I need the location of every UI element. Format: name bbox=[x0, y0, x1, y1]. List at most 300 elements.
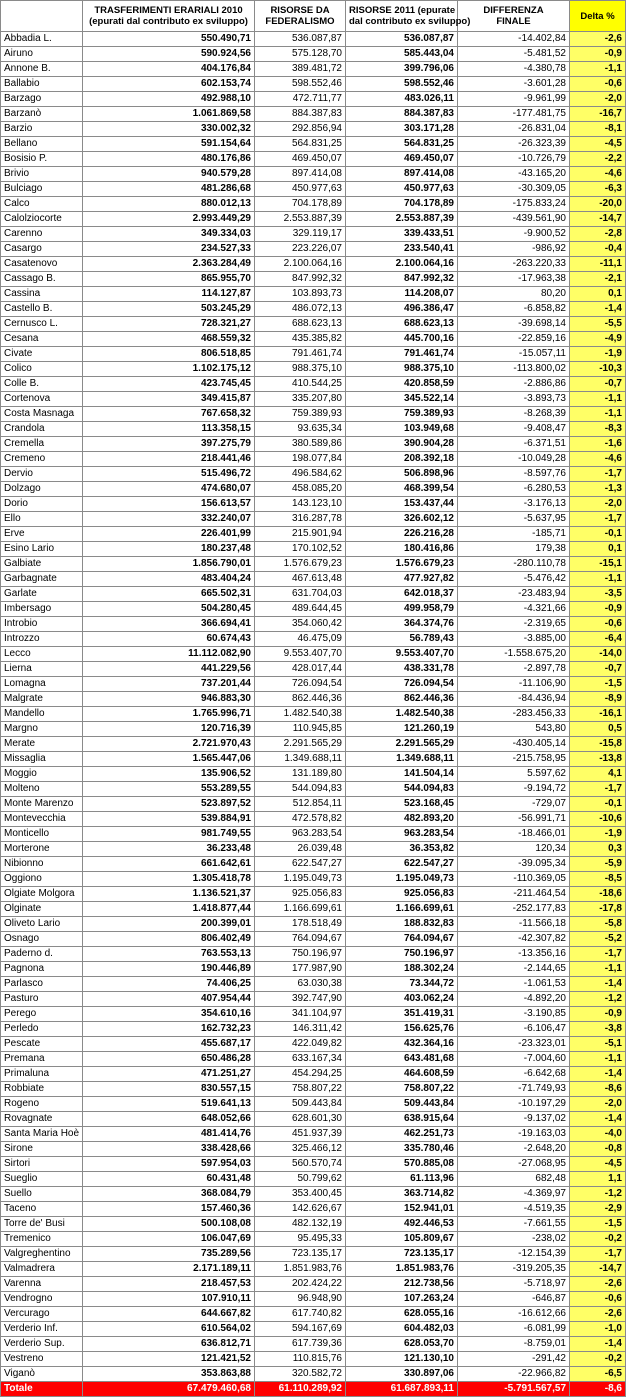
cell-delta-percent: -1,4 bbox=[570, 1112, 626, 1127]
cell-risorse-federalismo: 884.387,83 bbox=[255, 107, 346, 122]
cell-trasferimenti-2010: 492.988,10 bbox=[83, 92, 255, 107]
cell-comune: Bellano bbox=[1, 137, 83, 152]
cell-trasferimenti-2010: 763.553,13 bbox=[83, 947, 255, 962]
cell-risorse-2011: 598.552,46 bbox=[346, 77, 458, 92]
cell-trasferimenti-2010: 332.240,07 bbox=[83, 512, 255, 527]
cell-trasferimenti-2010: 728.321,27 bbox=[83, 317, 255, 332]
cell-comune: Dolzago bbox=[1, 482, 83, 497]
cell-trasferimenti-2010: 644.667,82 bbox=[83, 1307, 255, 1322]
table-row bbox=[1, 1367, 626, 1382]
table-row bbox=[1, 212, 626, 227]
cell-risorse-federalismo: 103.893,73 bbox=[255, 287, 346, 302]
cell-risorse-federalismo: 202.424,22 bbox=[255, 1277, 346, 1292]
cell-differenza-finale: -3.893,73 bbox=[458, 392, 570, 407]
cell-delta-percent: -8,5 bbox=[570, 872, 626, 887]
cell-trasferimenti-2010: 36.233,48 bbox=[83, 842, 255, 857]
cell-risorse-2011: 61.113,96 bbox=[346, 1172, 458, 1187]
cell-comune: Introbio bbox=[1, 617, 83, 632]
cell-trasferimenti-2010: 503.245,29 bbox=[83, 302, 255, 317]
cell-trasferimenti-2010: 397.275,79 bbox=[83, 437, 255, 452]
cell-comune: Olginate bbox=[1, 902, 83, 917]
cell-risorse-2011: 758.807,22 bbox=[346, 1082, 458, 1097]
cell-delta-percent: -5,8 bbox=[570, 917, 626, 932]
cell-comune: Lierna bbox=[1, 662, 83, 677]
cell-risorse-federalismo: 847.992,32 bbox=[255, 272, 346, 287]
cell-risorse-2011: 791.461,74 bbox=[346, 347, 458, 362]
cell-trasferimenti-2010: 1.565.447,06 bbox=[83, 752, 255, 767]
cell-trasferimenti-2010: 113.358,15 bbox=[83, 422, 255, 437]
cell-delta-percent: -1,1 bbox=[570, 392, 626, 407]
cell-differenza-finale: -56.991,71 bbox=[458, 812, 570, 827]
table-row bbox=[1, 1322, 626, 1337]
cell-differenza-finale: -9.900,52 bbox=[458, 227, 570, 242]
cell-risorse-2011: 477.927,82 bbox=[346, 572, 458, 587]
cell-risorse-federalismo: 341.104,97 bbox=[255, 1007, 346, 1022]
table-row bbox=[1, 1337, 626, 1352]
cell-risorse-federalismo: 143.123,10 bbox=[255, 497, 346, 512]
cell-risorse-2011: 226.216,28 bbox=[346, 527, 458, 542]
cell-risorse-federalismo: 110.945,85 bbox=[255, 722, 346, 737]
cell-comune: Parlasco bbox=[1, 977, 83, 992]
cell-risorse-2011: 764.094,67 bbox=[346, 932, 458, 947]
cell-delta-percent: -0,4 bbox=[570, 242, 626, 257]
cell-delta-percent: -15,1 bbox=[570, 557, 626, 572]
table-row bbox=[1, 227, 626, 242]
cell-differenza-finale: -9.137,02 bbox=[458, 1112, 570, 1127]
cell-delta-percent: -2,6 bbox=[570, 1277, 626, 1292]
cell-risorse-2011: 884.387,83 bbox=[346, 107, 458, 122]
cell-trasferimenti-2010: 500.108,08 bbox=[83, 1217, 255, 1232]
table-row bbox=[1, 1292, 626, 1307]
cell-risorse-2011: 141.504,14 bbox=[346, 767, 458, 782]
cell-delta-percent: -2,6 bbox=[570, 1307, 626, 1322]
cell-risorse-federalismo: 2.553.887,39 bbox=[255, 212, 346, 227]
cell-comune: Dorio bbox=[1, 497, 83, 512]
cell-differenza-finale: -2.144,65 bbox=[458, 962, 570, 977]
table-row bbox=[1, 947, 626, 962]
cell-delta-percent: -1,1 bbox=[570, 572, 626, 587]
cell-differenza-finale: -9.961,99 bbox=[458, 92, 570, 107]
cell-risorse-federalismo: 131.189,80 bbox=[255, 767, 346, 782]
cell-trasferimenti-2010: 366.694,41 bbox=[83, 617, 255, 632]
cell-comune: Sueglio bbox=[1, 1172, 83, 1187]
table-row bbox=[1, 1262, 626, 1277]
cell-differenza-finale: -1.061,53 bbox=[458, 977, 570, 992]
cell-comune: Calco bbox=[1, 197, 83, 212]
cell-delta-percent: -10,6 bbox=[570, 812, 626, 827]
cell-risorse-2011: 36.353,82 bbox=[346, 842, 458, 857]
table-row bbox=[1, 152, 626, 167]
cell-risorse-2011: 570.885,08 bbox=[346, 1157, 458, 1172]
cell-delta-percent: -3,8 bbox=[570, 1022, 626, 1037]
cell-risorse-federalismo: 759.389,93 bbox=[255, 407, 346, 422]
cell-risorse-federalismo: 320.582,72 bbox=[255, 1367, 346, 1382]
cell-comune: Torre de' Busi bbox=[1, 1217, 83, 1232]
cell-risorse-2011: 364.374,76 bbox=[346, 617, 458, 632]
cell-delta-percent: -5,1 bbox=[570, 1037, 626, 1052]
cell-trasferimenti-2010: 330.002,32 bbox=[83, 122, 255, 137]
cell-trasferimenti-2010: 471.251,27 bbox=[83, 1067, 255, 1082]
cell-risorse-federalismo: 177.987,90 bbox=[255, 962, 346, 977]
cell-risorse-federalismo: 633.167,34 bbox=[255, 1052, 346, 1067]
cell-comune: Cesana bbox=[1, 332, 83, 347]
cell-risorse-2011: 403.062,24 bbox=[346, 992, 458, 1007]
header-trasferimenti-2010 bbox=[83, 1, 255, 32]
cell-differenza-finale: -430.405,14 bbox=[458, 737, 570, 752]
cell-trasferimenti-2010: 590.924,56 bbox=[83, 47, 255, 62]
cell-delta-percent: 0,1 bbox=[570, 287, 626, 302]
cell-risorse-federalismo: 897.414,08 bbox=[255, 167, 346, 182]
cell-risorse-2011: 121.260,19 bbox=[346, 722, 458, 737]
cell-risorse-federalismo: 1.851.983,76 bbox=[255, 1262, 346, 1277]
cell-comune: Introzzo bbox=[1, 632, 83, 647]
cell-differenza-finale: -18.466,01 bbox=[458, 827, 570, 842]
cell-trasferimenti-2010: 441.229,56 bbox=[83, 662, 255, 677]
cell-delta-percent: 0,5 bbox=[570, 722, 626, 737]
table-row bbox=[1, 572, 626, 587]
cell-comune: Monte Marenzo bbox=[1, 797, 83, 812]
cell-differenza-finale: -5.791.567,57 bbox=[458, 1382, 570, 1397]
cell-risorse-federalismo: 63.030,38 bbox=[255, 977, 346, 992]
cell-differenza-finale: -71.749,93 bbox=[458, 1082, 570, 1097]
cell-risorse-2011: 862.446,36 bbox=[346, 692, 458, 707]
cell-differenza-finale: -283.456,33 bbox=[458, 707, 570, 722]
cell-trasferimenti-2010: 121.421,52 bbox=[83, 1352, 255, 1367]
cell-differenza-finale: -2.897,78 bbox=[458, 662, 570, 677]
cell-trasferimenti-2010: 107.910,11 bbox=[83, 1292, 255, 1307]
cell-risorse-federalismo: 26.039,48 bbox=[255, 842, 346, 857]
cell-differenza-finale: -215.758,95 bbox=[458, 752, 570, 767]
cell-risorse-federalismo: 617.740,82 bbox=[255, 1307, 346, 1322]
cell-comune: Sirone bbox=[1, 1142, 83, 1157]
cell-delta-percent: -3,5 bbox=[570, 587, 626, 602]
cell-trasferimenti-2010: 218.457,53 bbox=[83, 1277, 255, 1292]
header-row bbox=[1, 1, 626, 32]
cell-comune: Cassina bbox=[1, 287, 83, 302]
cell-risorse-federalismo: 512.854,11 bbox=[255, 797, 346, 812]
table-row bbox=[1, 482, 626, 497]
cell-risorse-2011: 496.386,47 bbox=[346, 302, 458, 317]
table-row bbox=[1, 1082, 626, 1097]
cell-trasferimenti-2010: 180.237,48 bbox=[83, 542, 255, 557]
cell-risorse-2011: 704.178,89 bbox=[346, 197, 458, 212]
table-row bbox=[1, 977, 626, 992]
cell-risorse-2011: 1.349.688,11 bbox=[346, 752, 458, 767]
cell-risorse-federalismo: 509.443,84 bbox=[255, 1097, 346, 1112]
cell-delta-percent: -8,9 bbox=[570, 692, 626, 707]
cell-risorse-federalismo: 704.178,89 bbox=[255, 197, 346, 212]
cell-delta-percent: -1,4 bbox=[570, 1337, 626, 1352]
cell-delta-percent: -5,9 bbox=[570, 857, 626, 872]
cell-trasferimenti-2010: 735.289,56 bbox=[83, 1247, 255, 1262]
cell-delta-percent: -15,8 bbox=[570, 737, 626, 752]
cell-trasferimenti-2010: 830.557,15 bbox=[83, 1082, 255, 1097]
cell-risorse-2011: 1.576.679,23 bbox=[346, 557, 458, 572]
table-row bbox=[1, 272, 626, 287]
cell-differenza-finale: -30.309,05 bbox=[458, 182, 570, 197]
cell-risorse-2011: 208.392,18 bbox=[346, 452, 458, 467]
cell-risorse-federalismo: 594.167,69 bbox=[255, 1322, 346, 1337]
cell-differenza-finale: -6.858,82 bbox=[458, 302, 570, 317]
table-row bbox=[1, 347, 626, 362]
table-row bbox=[1, 47, 626, 62]
header-trasferimenti-line1: TRASFERIMENTI ERARIALI 2010 bbox=[94, 5, 243, 16]
cell-comune: Carenno bbox=[1, 227, 83, 242]
cell-risorse-federalismo: 560.570,74 bbox=[255, 1157, 346, 1172]
cell-risorse-federalismo: 764.094,67 bbox=[255, 932, 346, 947]
cell-risorse-2011: 303.171,28 bbox=[346, 122, 458, 137]
cell-delta-percent: -8,6 bbox=[570, 1082, 626, 1097]
cell-comune: Galbiate bbox=[1, 557, 83, 572]
cell-differenza-finale: -10.197,29 bbox=[458, 1097, 570, 1112]
cell-risorse-federalismo: 472.578,82 bbox=[255, 812, 346, 827]
cell-comune: Casargo bbox=[1, 242, 83, 257]
cell-risorse-2011: 103.949,68 bbox=[346, 422, 458, 437]
cell-risorse-2011: 188.302,24 bbox=[346, 962, 458, 977]
cell-differenza-finale: 682,48 bbox=[458, 1172, 570, 1187]
cell-differenza-finale: -2.648,20 bbox=[458, 1142, 570, 1157]
total-row bbox=[1, 1382, 626, 1397]
cell-delta-percent: -1,1 bbox=[570, 62, 626, 77]
header-federalismo-line2: FEDERALISMO bbox=[265, 16, 335, 27]
cell-comune: Margno bbox=[1, 722, 83, 737]
cell-risorse-2011: 326.602,12 bbox=[346, 512, 458, 527]
cell-delta-percent: -6,3 bbox=[570, 182, 626, 197]
cell-comune: Oliveto Lario bbox=[1, 917, 83, 932]
table-row bbox=[1, 812, 626, 827]
cell-risorse-federalismo: 1.482.540,38 bbox=[255, 707, 346, 722]
cell-risorse-2011: 726.094,54 bbox=[346, 677, 458, 692]
cell-differenza-finale: -110.369,05 bbox=[458, 872, 570, 887]
cell-differenza-finale: -986,92 bbox=[458, 242, 570, 257]
cell-differenza-finale: -9.408,47 bbox=[458, 422, 570, 437]
table-row bbox=[1, 1007, 626, 1022]
cell-differenza-finale: -8.759,01 bbox=[458, 1337, 570, 1352]
cell-risorse-2011: 450.977,63 bbox=[346, 182, 458, 197]
cell-trasferimenti-2010: 114.127,87 bbox=[83, 287, 255, 302]
cell-differenza-finale: -280.110,78 bbox=[458, 557, 570, 572]
table-row bbox=[1, 602, 626, 617]
table-row bbox=[1, 527, 626, 542]
cell-risorse-2011: 445.700,16 bbox=[346, 332, 458, 347]
cell-comune: Robbiate bbox=[1, 1082, 83, 1097]
cell-delta-percent: -20,0 bbox=[570, 197, 626, 212]
table-row bbox=[1, 557, 626, 572]
cell-trasferimenti-2010: 11.112.082,90 bbox=[83, 647, 255, 662]
cell-differenza-finale: -19.163,03 bbox=[458, 1127, 570, 1142]
cell-trasferimenti-2010: 218.441,46 bbox=[83, 452, 255, 467]
table-row bbox=[1, 182, 626, 197]
cell-risorse-federalismo: 544.094,83 bbox=[255, 782, 346, 797]
cell-differenza-finale: 80,20 bbox=[458, 287, 570, 302]
cell-trasferimenti-2010: 404.176,84 bbox=[83, 62, 255, 77]
cell-risorse-2011: 642.018,37 bbox=[346, 587, 458, 602]
header-risorse-line2: dal contributo ex sviluppo) bbox=[349, 16, 471, 27]
cell-comune: Verderio Inf. bbox=[1, 1322, 83, 1337]
cell-differenza-finale: -23.323,01 bbox=[458, 1037, 570, 1052]
cell-risorse-federalismo: 496.584,62 bbox=[255, 467, 346, 482]
cell-trasferimenti-2010: 602.153,74 bbox=[83, 77, 255, 92]
cell-comune: Castello B. bbox=[1, 302, 83, 317]
table-row bbox=[1, 137, 626, 152]
cell-trasferimenti-2010: 550.490,71 bbox=[83, 32, 255, 47]
cell-delta-percent: -0,8 bbox=[570, 1142, 626, 1157]
cell-trasferimenti-2010: 483.404,24 bbox=[83, 572, 255, 587]
cell-delta-percent: 4,1 bbox=[570, 767, 626, 782]
cell-differenza-finale: -11.566,18 bbox=[458, 917, 570, 932]
cell-delta-percent: -0,7 bbox=[570, 662, 626, 677]
cell-differenza-finale: -4.892,20 bbox=[458, 992, 570, 1007]
cell-risorse-federalismo: 335.207,80 bbox=[255, 392, 346, 407]
cell-comune: Vestreno bbox=[1, 1352, 83, 1367]
cell-risorse-2011: 330.897,06 bbox=[346, 1367, 458, 1382]
cell-comune: Morterone bbox=[1, 842, 83, 857]
cell-risorse-federalismo: 93.635,34 bbox=[255, 422, 346, 437]
table-body bbox=[1, 32, 626, 1397]
cell-differenza-finale: -9.194,72 bbox=[458, 782, 570, 797]
table-row bbox=[1, 32, 626, 47]
cell-comune: Taceno bbox=[1, 1202, 83, 1217]
cell-delta-percent: -1,5 bbox=[570, 1217, 626, 1232]
cell-risorse-federalismo: 467.613,48 bbox=[255, 572, 346, 587]
cell-delta-percent: -1,9 bbox=[570, 827, 626, 842]
cell-trasferimenti-2010: 650.486,28 bbox=[83, 1052, 255, 1067]
cell-risorse-federalismo: 726.094,54 bbox=[255, 677, 346, 692]
cell-delta-percent: -2,8 bbox=[570, 227, 626, 242]
cell-risorse-2011: 897.414,08 bbox=[346, 167, 458, 182]
cell-comune: Pasturo bbox=[1, 992, 83, 1007]
cell-risorse-federalismo: 1.166.699,61 bbox=[255, 902, 346, 917]
cell-trasferimenti-2010: 2.171.189,11 bbox=[83, 1262, 255, 1277]
table-row bbox=[1, 1112, 626, 1127]
cell-risorse-federalismo: 750.196,97 bbox=[255, 947, 346, 962]
cell-risorse-2011: 963.283,54 bbox=[346, 827, 458, 842]
cell-risorse-federalismo: 110.815,76 bbox=[255, 1352, 346, 1367]
cell-trasferimenti-2010: 200.399,01 bbox=[83, 917, 255, 932]
cell-risorse-2011: 107.263,24 bbox=[346, 1292, 458, 1307]
cell-delta-percent: -5,2 bbox=[570, 932, 626, 947]
table-row bbox=[1, 377, 626, 392]
cell-risorse-2011: 1.195.049,73 bbox=[346, 872, 458, 887]
cell-delta-percent: -4,9 bbox=[570, 332, 626, 347]
cell-risorse-federalismo: 292.856,94 bbox=[255, 122, 346, 137]
cell-risorse-federalismo: 723.135,17 bbox=[255, 1247, 346, 1262]
cell-comune: Crandola bbox=[1, 422, 83, 437]
cell-comune: Missaglia bbox=[1, 752, 83, 767]
cell-differenza-finale: -84.436,94 bbox=[458, 692, 570, 707]
cell-risorse-2011: 643.481,68 bbox=[346, 1052, 458, 1067]
cell-risorse-federalismo: 988.375,10 bbox=[255, 362, 346, 377]
cell-risorse-2011: 233.540,41 bbox=[346, 242, 458, 257]
header-risorse-2011 bbox=[346, 1, 471, 32]
cell-trasferimenti-2010: 67.479.460,68 bbox=[83, 1382, 255, 1397]
cell-trasferimenti-2010: 60.674,43 bbox=[83, 632, 255, 647]
cell-delta-percent: -13,8 bbox=[570, 752, 626, 767]
cell-trasferimenti-2010: 156.613,57 bbox=[83, 497, 255, 512]
cell-differenza-finale: -6.081,99 bbox=[458, 1322, 570, 1337]
cell-trasferimenti-2010: 423.745,45 bbox=[83, 377, 255, 392]
cell-delta-percent: -1,9 bbox=[570, 347, 626, 362]
cell-risorse-federalismo: 622.547,27 bbox=[255, 857, 346, 872]
cell-trasferimenti-2010: 120.716,39 bbox=[83, 722, 255, 737]
cell-comune: Bulciago bbox=[1, 182, 83, 197]
table-row bbox=[1, 497, 626, 512]
table-row bbox=[1, 782, 626, 797]
cell-comune: Lecco bbox=[1, 647, 83, 662]
cell-trasferimenti-2010: 407.954,44 bbox=[83, 992, 255, 1007]
cell-risorse-federalismo: 963.283,54 bbox=[255, 827, 346, 842]
cell-comune: Dervio bbox=[1, 467, 83, 482]
cell-risorse-federalismo: 329.119,17 bbox=[255, 227, 346, 242]
cell-trasferimenti-2010: 946.883,30 bbox=[83, 692, 255, 707]
header-differenza-line2: FINALE bbox=[496, 16, 531, 27]
table-row bbox=[1, 1127, 626, 1142]
cell-risorse-2011: 121.130,10 bbox=[346, 1352, 458, 1367]
cell-delta-percent: -4,6 bbox=[570, 452, 626, 467]
table-row bbox=[1, 197, 626, 212]
cell-trasferimenti-2010: 504.280,45 bbox=[83, 602, 255, 617]
cell-differenza-finale: -39.698,14 bbox=[458, 317, 570, 332]
cell-risorse-2011: 2.291.565,29 bbox=[346, 737, 458, 752]
cell-comune: Costa Masnaga bbox=[1, 407, 83, 422]
cell-risorse-federalismo: 758.807,22 bbox=[255, 1082, 346, 1097]
cell-trasferimenti-2010: 737.201,44 bbox=[83, 677, 255, 692]
cell-comune: Osnago bbox=[1, 932, 83, 947]
cell-risorse-federalismo: 472.711,77 bbox=[255, 92, 346, 107]
cell-trasferimenti-2010: 661.642,61 bbox=[83, 857, 255, 872]
cell-trasferimenti-2010: 2.363.284,49 bbox=[83, 257, 255, 272]
cell-differenza-finale: -16.612,66 bbox=[458, 1307, 570, 1322]
cell-risorse-2011: 345.522,14 bbox=[346, 392, 458, 407]
cell-risorse-2011: 925.056,83 bbox=[346, 887, 458, 902]
cell-comune: Cortenova bbox=[1, 392, 83, 407]
cell-delta-percent: -2,0 bbox=[570, 92, 626, 107]
cell-delta-percent: -10,3 bbox=[570, 362, 626, 377]
cell-risorse-federalismo: 353.400,45 bbox=[255, 1187, 346, 1202]
cell-differenza-finale: -3.885,00 bbox=[458, 632, 570, 647]
cell-comune: Vercurago bbox=[1, 1307, 83, 1322]
cell-delta-percent: -0,9 bbox=[570, 602, 626, 617]
cell-delta-percent: -1,4 bbox=[570, 977, 626, 992]
cell-risorse-federalismo: 389.481,72 bbox=[255, 62, 346, 77]
cell-comune: Ballabio bbox=[1, 77, 83, 92]
cell-delta-percent: -1,4 bbox=[570, 1067, 626, 1082]
table-row bbox=[1, 692, 626, 707]
cell-risorse-federalismo: 469.450,07 bbox=[255, 152, 346, 167]
cell-risorse-federalismo: 482.132,19 bbox=[255, 1217, 346, 1232]
cell-differenza-finale: -26.831,04 bbox=[458, 122, 570, 137]
cell-risorse-2011: 482.893,20 bbox=[346, 812, 458, 827]
cell-trasferimenti-2010: 610.564,02 bbox=[83, 1322, 255, 1337]
cell-delta-percent: -1,7 bbox=[570, 782, 626, 797]
cell-trasferimenti-2010: 519.641,13 bbox=[83, 1097, 255, 1112]
cell-comune: Perledo bbox=[1, 1022, 83, 1037]
cell-comune: Valmadrera bbox=[1, 1262, 83, 1277]
cell-comune: Montevecchia bbox=[1, 812, 83, 827]
table-row bbox=[1, 917, 626, 932]
cell-delta-percent: -14,7 bbox=[570, 1262, 626, 1277]
cell-comune: Molteno bbox=[1, 782, 83, 797]
cell-comune: Garbagnate bbox=[1, 572, 83, 587]
header-trasferimenti-line2: (epurati dal contributo ex sviluppo) bbox=[89, 16, 248, 27]
cell-risorse-2011: 468.399,54 bbox=[346, 482, 458, 497]
cell-risorse-federalismo: 178.518,49 bbox=[255, 917, 346, 932]
cell-delta-percent: -0,7 bbox=[570, 377, 626, 392]
table-row bbox=[1, 662, 626, 677]
cell-risorse-federalismo: 598.552,46 bbox=[255, 77, 346, 92]
cell-delta-percent: 0,3 bbox=[570, 842, 626, 857]
cell-trasferimenti-2010: 349.334,03 bbox=[83, 227, 255, 242]
